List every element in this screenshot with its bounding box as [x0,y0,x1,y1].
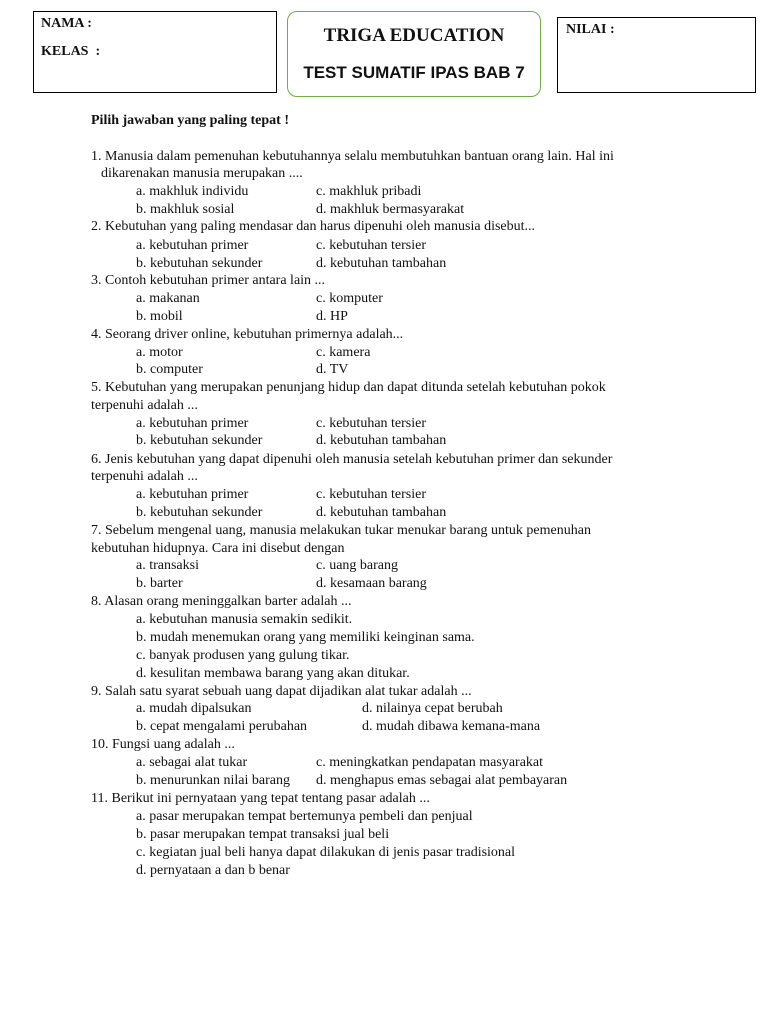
question-6-line-1: 6. Jenis kebutuhan yang dapat dipenuhi oleh manusia setelah kebutuhan primer dan sekunder [91,452,613,467]
question-2-line-1: 2. Kebutuhan yang paling mendasar dan harus dipenuhi oleh manusia disebut... [91,219,536,234]
q8-option-c: c. banyak produsen yang gulung tikar. [136,648,350,663]
q10-option-b: b. menurunkan nilai barang [136,773,290,788]
q2-option-a: a. kebutuhan primer [136,238,249,253]
q2-option-d: d. kebutuhan tambahan [316,256,447,271]
q6-option-c: c. kebutuhan tersier [316,487,427,502]
class-label: KELAS : [41,44,101,59]
question-8-line-1: 8. Alasan orang meninggalkan barter adalah ... [91,594,352,609]
q6-option-a: a. kebutuhan primer [136,487,249,502]
question-1-line-2: dikarenakan manusia merupakan .... [101,166,303,181]
question-1-line-1: 1. Manusia dalam pemenuhan kebutuhannya selalu membutuhkan bantuan orang lain. Hal ini [91,149,614,164]
name-label: NAMA : [41,16,92,31]
question-5-line-1: 5. Kebutuhan yang merupakan penunjang hidup dan dapat ditunda setelah kebutuhan pokok [91,380,606,395]
score-label: NILAI : [566,22,615,37]
q4-option-c: c. kamera [316,345,371,360]
q5-option-a: a. kebutuhan primer [136,416,249,431]
q6-option-d: d. kebutuhan tambahan [316,505,447,520]
q10-option-c: c. meningkatkan pendapatan masyarakat [316,755,544,770]
q8-option-b: b. mudah menemukan orang yang memiliki keinginan sama. [136,630,475,645]
q11-option-b: b. pasar merupakan tempat transaksi jual beli [136,827,390,842]
q1-option-b: b. makhluk sosial [136,202,235,217]
q9-option-d1: d. nilainya cepat berubah [362,701,503,716]
q1-option-c: c. makhluk pribadi [316,184,422,199]
q1-option-a: a. makhluk individu [136,184,249,199]
q11-option-c: c. kegiatan jual beli hanya dapat dilakukan di jenis pasar tradisional [136,845,516,860]
q8-option-a: a. kebutuhan manusia semakin sedikit. [136,612,353,627]
q11-option-d: d. pernyataan a dan b benar [136,863,290,878]
question-11-line-1: 11. Berikut ini pernyataan yang tepat tentang pasar adalah ... [91,791,430,806]
q10-option-d: d. menghapus emas sebagai alat pembayaran [316,773,568,788]
q5-option-d: d. kebutuhan tambahan [316,433,447,448]
instruction: Pilih jawaban yang paling tepat ! [91,113,289,128]
q9-option-a: a. mudah dipalsukan [136,701,252,716]
test-title: TEST SUMATIF IPAS BAB 7 [303,63,525,82]
question-5-line-2: terpenuhi adalah ... [91,398,198,413]
q3-option-c: c. komputer [316,291,383,306]
score-box [557,17,756,93]
q7-option-b: b. barter [136,576,183,591]
q3-option-d: d. HP [316,309,348,324]
q5-option-c: c. kebutuhan tersier [316,416,427,431]
q9-option-d2: d. mudah dibawa kemana-mana [362,719,541,734]
title-box [287,11,541,97]
q8-option-d: d. kesulitan membawa barang yang akan ditukar. [136,666,410,681]
q1-option-d: d. makhluk bermasyarakat [316,202,465,217]
q7-option-c: c. uang barang [316,558,399,573]
question-7-line-1: 7. Sebelum mengenal uang, manusia melakukan tukar menukar barang untuk pemenuhan [91,523,591,538]
q5-option-b: b. kebutuhan sekunder [136,433,263,448]
q7-option-a: a. transaksi [136,558,199,573]
q6-option-b: b. kebutuhan sekunder [136,505,263,520]
q3-option-a: a. makanan [136,291,200,306]
student-info-box [33,11,277,93]
school-name: TRIGA EDUCATION [323,25,505,46]
question-9-line-1: 9. Salah satu syarat sebuah uang dapat dijadikan alat tukar adalah ... [91,684,472,699]
question-3-line-1: 3. Contoh kebutuhan primer antara lain ... [91,273,326,288]
q4-option-b: b. computer [136,362,203,377]
question-4-line-1: 4. Seorang driver online, kebutuhan primernya adalah... [91,327,404,342]
question-7-line-2: kebutuhan hidupnya. Cara ini disebut dengan [91,541,345,556]
q7-option-d: d. kesamaan barang [316,576,427,591]
q9-option-b: b. cepat mengalami perubahan [136,719,308,734]
q2-option-c: c. kebutuhan tersier [316,238,427,253]
q3-option-b: b. mobil [136,309,183,324]
q11-option-a: a. pasar merupakan tempat bertemunya pembeli dan penjual [136,809,473,824]
question-10-line-1: 10. Fungsi uang adalah ... [91,737,235,752]
q10-option-a: a. sebagai alat tukar [136,755,248,770]
q4-option-a: a. motor [136,345,183,360]
q2-option-b: b. kebutuhan sekunder [136,256,263,271]
question-6-line-2: terpenuhi adalah ... [91,469,198,484]
q4-option-d: d. TV [316,362,349,377]
